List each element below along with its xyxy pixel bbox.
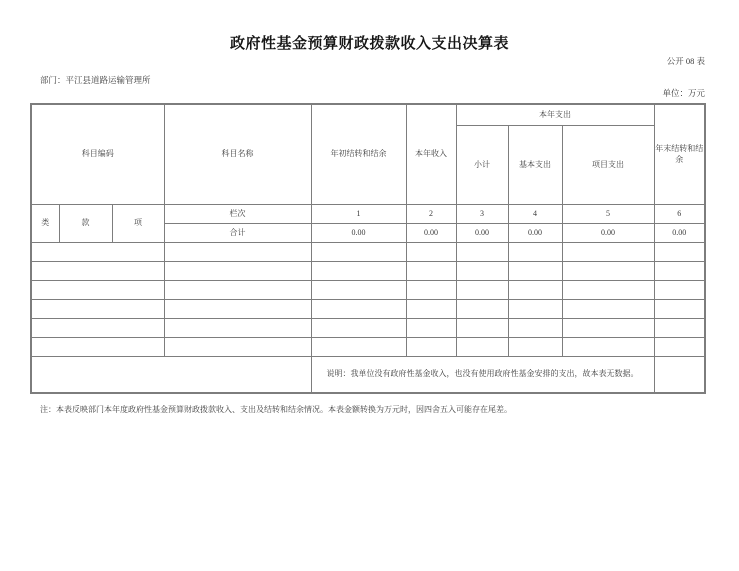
empty-cell bbox=[508, 261, 562, 280]
empty-cell bbox=[508, 318, 562, 337]
empty-cell bbox=[456, 299, 508, 318]
table-row bbox=[31, 318, 705, 337]
empty-cell bbox=[456, 337, 508, 356]
empty-cell bbox=[456, 261, 508, 280]
empty-cell bbox=[31, 337, 164, 356]
empty-cell bbox=[406, 318, 456, 337]
empty-cell bbox=[654, 356, 705, 393]
empty-cell bbox=[654, 280, 705, 299]
footnote: 注：本表反映部门本年度政府性基金预算财政拨款收入、支出及结转和结余情况。本表金额转换为万元时，因四舍五入可能存在尾差。 bbox=[40, 405, 512, 414]
empty-cell bbox=[562, 318, 654, 337]
empty-cell bbox=[31, 299, 164, 318]
column-index-3: 3 bbox=[456, 204, 508, 223]
empty-cell bbox=[311, 261, 406, 280]
table-row bbox=[31, 337, 705, 356]
empty-cell bbox=[164, 242, 311, 261]
table-row bbox=[31, 242, 705, 261]
header-subject-name: 科目名称 bbox=[164, 104, 311, 204]
department-line: 部门：平江县道路运输管理所 bbox=[40, 75, 151, 85]
table-row bbox=[31, 280, 705, 299]
remark-row bbox=[31, 356, 705, 393]
empty-cell bbox=[31, 242, 164, 261]
column-index-2: 2 bbox=[406, 204, 456, 223]
empty-cell bbox=[654, 299, 705, 318]
total-begin-balance: 0.00 bbox=[311, 223, 406, 242]
empty-cell bbox=[311, 318, 406, 337]
column-index-label: 栏次 bbox=[164, 204, 311, 223]
total-basic-expenditure: 0.00 bbox=[508, 223, 562, 242]
empty-cell bbox=[406, 280, 456, 299]
empty-cell bbox=[406, 242, 456, 261]
empty-cell bbox=[311, 337, 406, 356]
empty-cell bbox=[406, 261, 456, 280]
empty-cell bbox=[562, 337, 654, 356]
remark-text: 说明：我单位没有政府性基金收入，也没有使用政府性基金安排的支出，故本表无数据。 bbox=[311, 356, 654, 393]
empty-cell bbox=[508, 337, 562, 356]
empty-cell bbox=[562, 299, 654, 318]
empty-cell bbox=[456, 280, 508, 299]
empty-cell bbox=[654, 261, 705, 280]
total-end-balance: 0.00 bbox=[654, 223, 705, 242]
empty-cell bbox=[31, 318, 164, 337]
empty-cell bbox=[311, 242, 406, 261]
column-index-6: 6 bbox=[654, 204, 705, 223]
header-begin-balance: 年初结转和结余 bbox=[311, 104, 406, 204]
unit-line: 单位：万元 bbox=[662, 88, 705, 98]
header-item: 项 bbox=[112, 204, 164, 242]
header-row-group bbox=[31, 104, 705, 125]
empty-cell bbox=[311, 299, 406, 318]
total-subtotal: 0.00 bbox=[456, 223, 508, 242]
empty-cell bbox=[654, 242, 705, 261]
empty-cell bbox=[164, 337, 311, 356]
totals-label: 合计 bbox=[164, 223, 311, 242]
header-category: 类 bbox=[31, 204, 59, 242]
empty-cell bbox=[562, 261, 654, 280]
empty-cell bbox=[311, 280, 406, 299]
total-project-expenditure: 0.00 bbox=[562, 223, 654, 242]
header-current-expenditure: 本年支出 bbox=[456, 104, 654, 125]
empty-cell bbox=[456, 318, 508, 337]
empty-cell bbox=[508, 280, 562, 299]
header-subject-code: 科目编码 bbox=[31, 104, 164, 204]
total-current-income: 0.00 bbox=[406, 223, 456, 242]
header-project-expenditure: 项目支出 bbox=[562, 125, 654, 204]
column-index-4: 4 bbox=[508, 204, 562, 223]
empty-cell bbox=[508, 242, 562, 261]
table-row bbox=[31, 299, 705, 318]
empty-cell bbox=[654, 337, 705, 356]
empty-cell bbox=[406, 337, 456, 356]
empty-cell bbox=[562, 280, 654, 299]
empty-cell bbox=[164, 299, 311, 318]
page-title: 政府性基金预算财政拨款收入支出决算表 bbox=[229, 36, 509, 52]
header-current-income: 本年收入 bbox=[406, 104, 456, 204]
empty-cell bbox=[654, 318, 705, 337]
empty-cell bbox=[508, 299, 562, 318]
table-row bbox=[31, 261, 705, 280]
empty-cell bbox=[164, 280, 311, 299]
empty-cell bbox=[456, 242, 508, 261]
empty-cell bbox=[31, 356, 311, 393]
column-index-5: 5 bbox=[562, 204, 654, 223]
header-basic-expenditure: 基本支出 bbox=[508, 125, 562, 204]
budget-table bbox=[30, 103, 706, 394]
column-index-1: 1 bbox=[311, 204, 406, 223]
empty-cell bbox=[164, 261, 311, 280]
header-subtotal: 小计 bbox=[456, 125, 508, 204]
column-index-row bbox=[31, 204, 705, 223]
header-end-balance: 年末结转和结余 bbox=[654, 104, 705, 204]
empty-cell bbox=[406, 299, 456, 318]
empty-cell bbox=[562, 242, 654, 261]
empty-cell bbox=[31, 280, 164, 299]
empty-cell bbox=[164, 318, 311, 337]
doc-number: 公开 08 表 bbox=[666, 56, 705, 66]
header-clause: 款 bbox=[59, 204, 112, 242]
empty-cell bbox=[31, 261, 164, 280]
